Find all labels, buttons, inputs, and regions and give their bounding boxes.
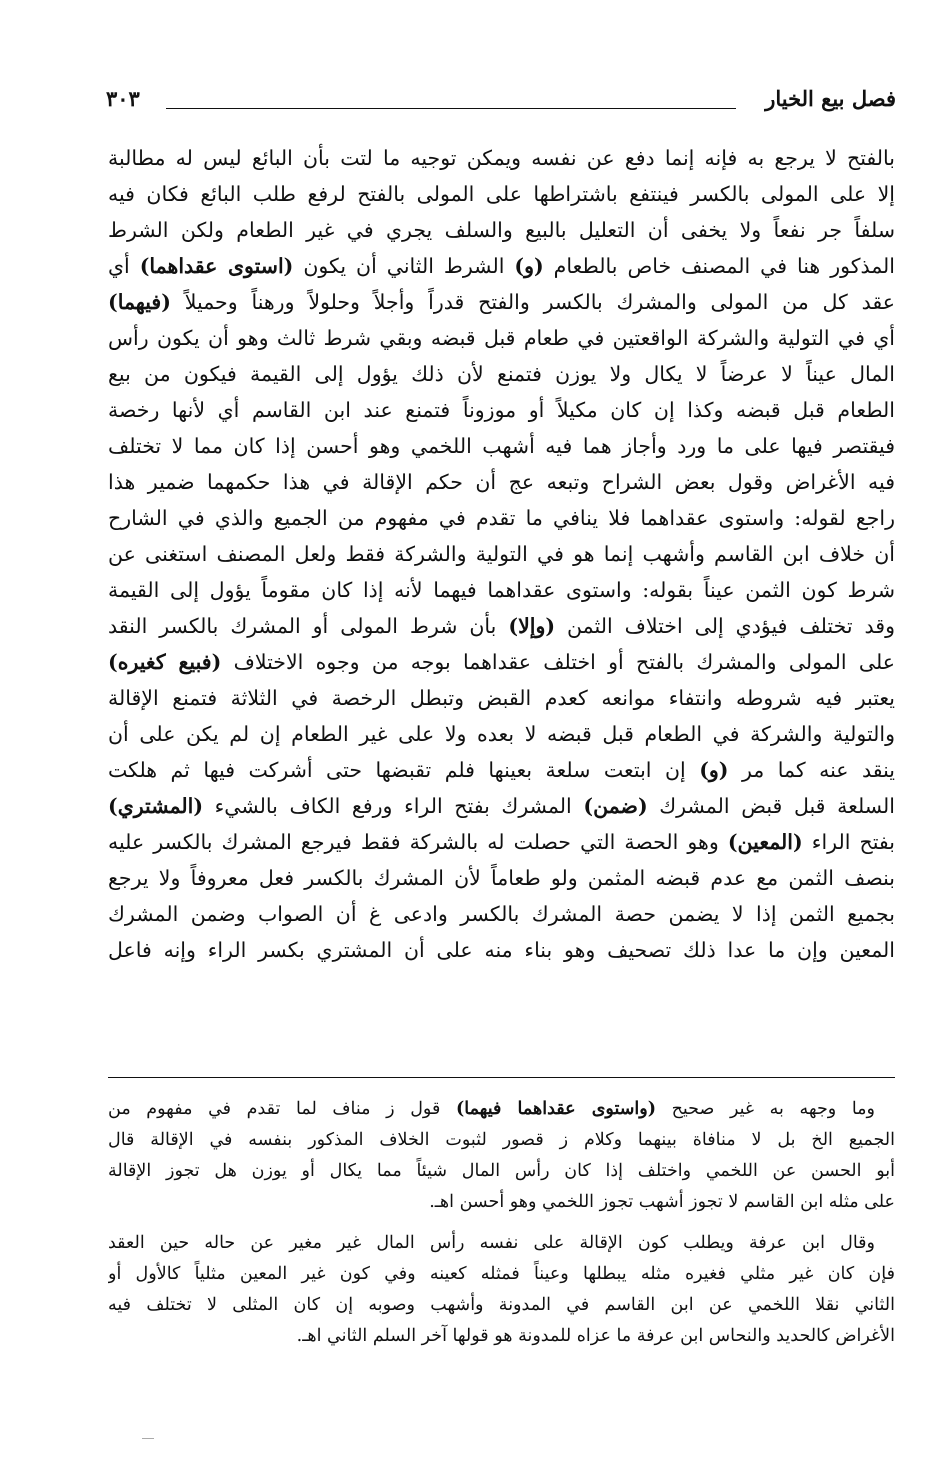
text-line (108, 428, 895, 464)
text-segment: شرط كون الثمن عيناً بقوله: واستوى عقداهما فيهما لأنه إذا كان مقوماً يؤول إلى القيمة (108, 578, 895, 602)
footnotes (108, 1094, 895, 1352)
text-line (108, 464, 895, 500)
text-segment: بفتح الراء (802, 830, 895, 854)
footnote-line (108, 1094, 895, 1125)
bold-matn-text: (المعين) (727, 830, 803, 854)
text-line (108, 356, 895, 392)
text-line (108, 212, 895, 248)
text-segment: على المولى والمشرك بالفتح أو اختلف عقداهما بوجه من وجوه الاختلاف (221, 650, 895, 674)
text-segment: أي (108, 254, 140, 278)
text-segment: بالفتح لا يرجع به فإنه إنما دفع عن نفسه ويمكن توجيه ما لتت بأن البائع ليس له مطالبة (108, 146, 895, 170)
text-segment: ينقد عنه كما مر (728, 758, 895, 782)
scan-mark (142, 1438, 154, 1439)
text-line (108, 716, 895, 752)
text-line (108, 752, 895, 788)
text-segment: بجميع الثمن إذا لا يضمن حصة المشرك بالكسر وادعى غ أن الصواب وضمن المشرك (108, 902, 895, 926)
text-segment: أبو الحسن عن اللخمي واختلف إذا كان رأس المال شيئاً مما يكال أو يوزن هل تجوز الإقالة (108, 1161, 895, 1181)
footnote-line (108, 1321, 895, 1352)
text-line (108, 176, 895, 212)
text-segment: وما وجهه به غير صحيح (655, 1099, 876, 1119)
text-segment: السلعة قبل قبض المشرك (647, 794, 895, 818)
text-segment: أن خلاف ابن القاسم وأشهب إنما هو في التولية والشركة فقط ولعل المصنف استغنى عن (108, 542, 895, 566)
text-segment: يعتبر فيه شروطه وانتفاء موانعه كعدم القبض وتبطل الرخصة في الثلاثة فتمنع الإقالة (108, 686, 895, 710)
text-segment: قول ز مناف لما تقدم في مفهوم من (108, 1099, 456, 1119)
text-segment: وهو الحصة التي حصلت له بالشركة فقط فيرجع المشرك بالكسر عليه (108, 830, 728, 854)
bold-matn-text: (فيهما) (108, 290, 171, 314)
text-segment: المعين وإن ما عدا ذلك تصحيف وهو بناء منه على أن المشتري بكسر الراء وإنه فاعل (108, 938, 895, 962)
text-segment: إلا على المولى بالكسر فينتفع باشتراطها على المولى بالفتح لرفع طلب البائع فكان فيه (108, 182, 895, 206)
text-line (108, 788, 895, 824)
text-line (108, 860, 895, 896)
text-segment: الجميع الخ بل لا منافاة بينهما وكلام ز قصور لثبوت الخلاف المذكور بنفسه في الإقالة قال (108, 1130, 895, 1150)
chapter-title: فصل بيع الخيار (765, 86, 896, 111)
text-segment: راجع لقوله: واستوى عقداهما فلا ينافي ما تقدم في مفهوم من الجميع والذي في الشارح (108, 506, 895, 530)
footnote-line (108, 1290, 895, 1321)
text-segment: الشرط الثاني أن يكون (293, 254, 515, 278)
bold-matn-text: (واستوى عقداهما فيهما) (455, 1099, 656, 1119)
text-segment: فيقتصر فيها على ما ورد وأجاز هما فيه أشهب اللخمي وهو أحسن إذا كان مما لا تختلف (108, 434, 895, 458)
page-number: ٣٠٣ (106, 86, 140, 111)
text-line (108, 608, 895, 644)
bold-matn-text: (فبيع كغيره) (108, 650, 222, 674)
footnote-line (108, 1259, 895, 1290)
text-segment: بنصف الثمن مع عدم قبضه المثمن ولو طعاماً لأن المشرك بالكسر فعل معروفاً ولا يرجع (108, 866, 895, 890)
running-header (106, 86, 896, 116)
paragraph-gap (108, 1218, 895, 1228)
text-line (108, 824, 895, 860)
text-segment: فيه الأغراض وقول بعض الشراح وتبعه عج أن حكم الإقالة في هذا حكمهما ضمير هذا (108, 470, 895, 494)
text-line (108, 572, 895, 608)
header-rule (166, 108, 736, 109)
footnote-line (108, 1187, 895, 1218)
text-segment: الطعام قبل قبضه وكذا إن كان مكيلاً أو موزوناً فتمنع عند ابن القاسم أي لأنها رخصة (108, 398, 895, 422)
text-line (108, 140, 895, 176)
text-segment: وقد تختلف فيؤدي إلى اختلاف الثمن (555, 614, 895, 638)
text-segment: على مثله ابن القاسم لا تجوز أشهب تجوز اللخمي وهو أحسن اهـ. (429, 1192, 895, 1212)
text-segment: أي في التولية والشركة الواقعتين في طعام قبل قبضه وبقي شرط ثالث وهو أن يكون رأس (108, 326, 895, 350)
text-line (108, 680, 895, 716)
text-segment: وقال ابن عرفة ويطلب كون الإقالة على نفسه رأس المال غير مغير عن حاله حين العقد (108, 1233, 875, 1253)
footnote-separator (108, 1077, 895, 1078)
text-line (108, 284, 895, 320)
footnote-line (108, 1228, 895, 1259)
text-segment: المشرك بفتح الراء ورفع الكاف بالشيء (203, 794, 584, 818)
footnote-line (108, 1156, 895, 1187)
text-segment: المال عيناً لا عرضاً لا يكال ولا يوزن فتمنع لأن ذلك يؤول إلى القيمة فيكون من بيع (108, 362, 895, 386)
footnote-line (108, 1125, 895, 1156)
text-line (108, 932, 895, 968)
text-segment: سلفاً جر نفعاً ولا يخفى أن التعليل بالبيع والسلف يجري في غير الطعام ولكن الشرط (108, 218, 895, 242)
bold-matn-text: (و) (514, 254, 544, 278)
text-line (108, 500, 895, 536)
text-segment: المذكور هنا في المصنف خاص بالطعام (543, 254, 895, 278)
text-segment: فإن كان غير مثلي فغيره مثله يبطلها وعيناً فمثله كعينه وفي كون غير المعين مثلياً كالأول أو (108, 1264, 895, 1284)
bold-matn-text: (استوى عقداهما) (139, 254, 294, 278)
text-line (108, 320, 895, 356)
text-line (108, 536, 895, 572)
text-segment: الأغراض كالحديد والنحاس ابن عرفة ما عزاه للمدونة هو قولها آخر السلم الثاني اهـ. (296, 1326, 895, 1346)
text-line (108, 896, 895, 932)
text-segment: عقد كل من المولى والمشرك بالكسر والفتح قدراً وأجلاً وحلولاً ورهناً وحميلاً (170, 290, 895, 314)
bold-matn-text: (ضمن) (583, 794, 648, 818)
text-segment: بأن شرط المولى أو المشرك بالكسر النقد (108, 614, 509, 638)
text-segment: إن ابتعت سلعة بعينها فلم تقبضها حتى أشركت فيها ثم هلكت (108, 758, 700, 782)
text-line (108, 644, 895, 680)
text-segment: الثاني نقلا اللخمي عن ابن القاسم في المدونة وأشهب وصوبه إن كان المثلى لا تختلف فيه (108, 1295, 895, 1315)
text-segment: والتولية والشركة في الطعام قبل قبضه لا بعده ولا على غير الطعام إن لم يكن على أن (108, 722, 895, 746)
bold-matn-text: (وإلا) (508, 614, 556, 638)
bold-matn-text: (و) (699, 758, 729, 782)
text-line (108, 392, 895, 428)
main-text (108, 140, 895, 968)
text-line (108, 248, 895, 284)
bold-matn-text: (المشتري) (108, 794, 204, 818)
